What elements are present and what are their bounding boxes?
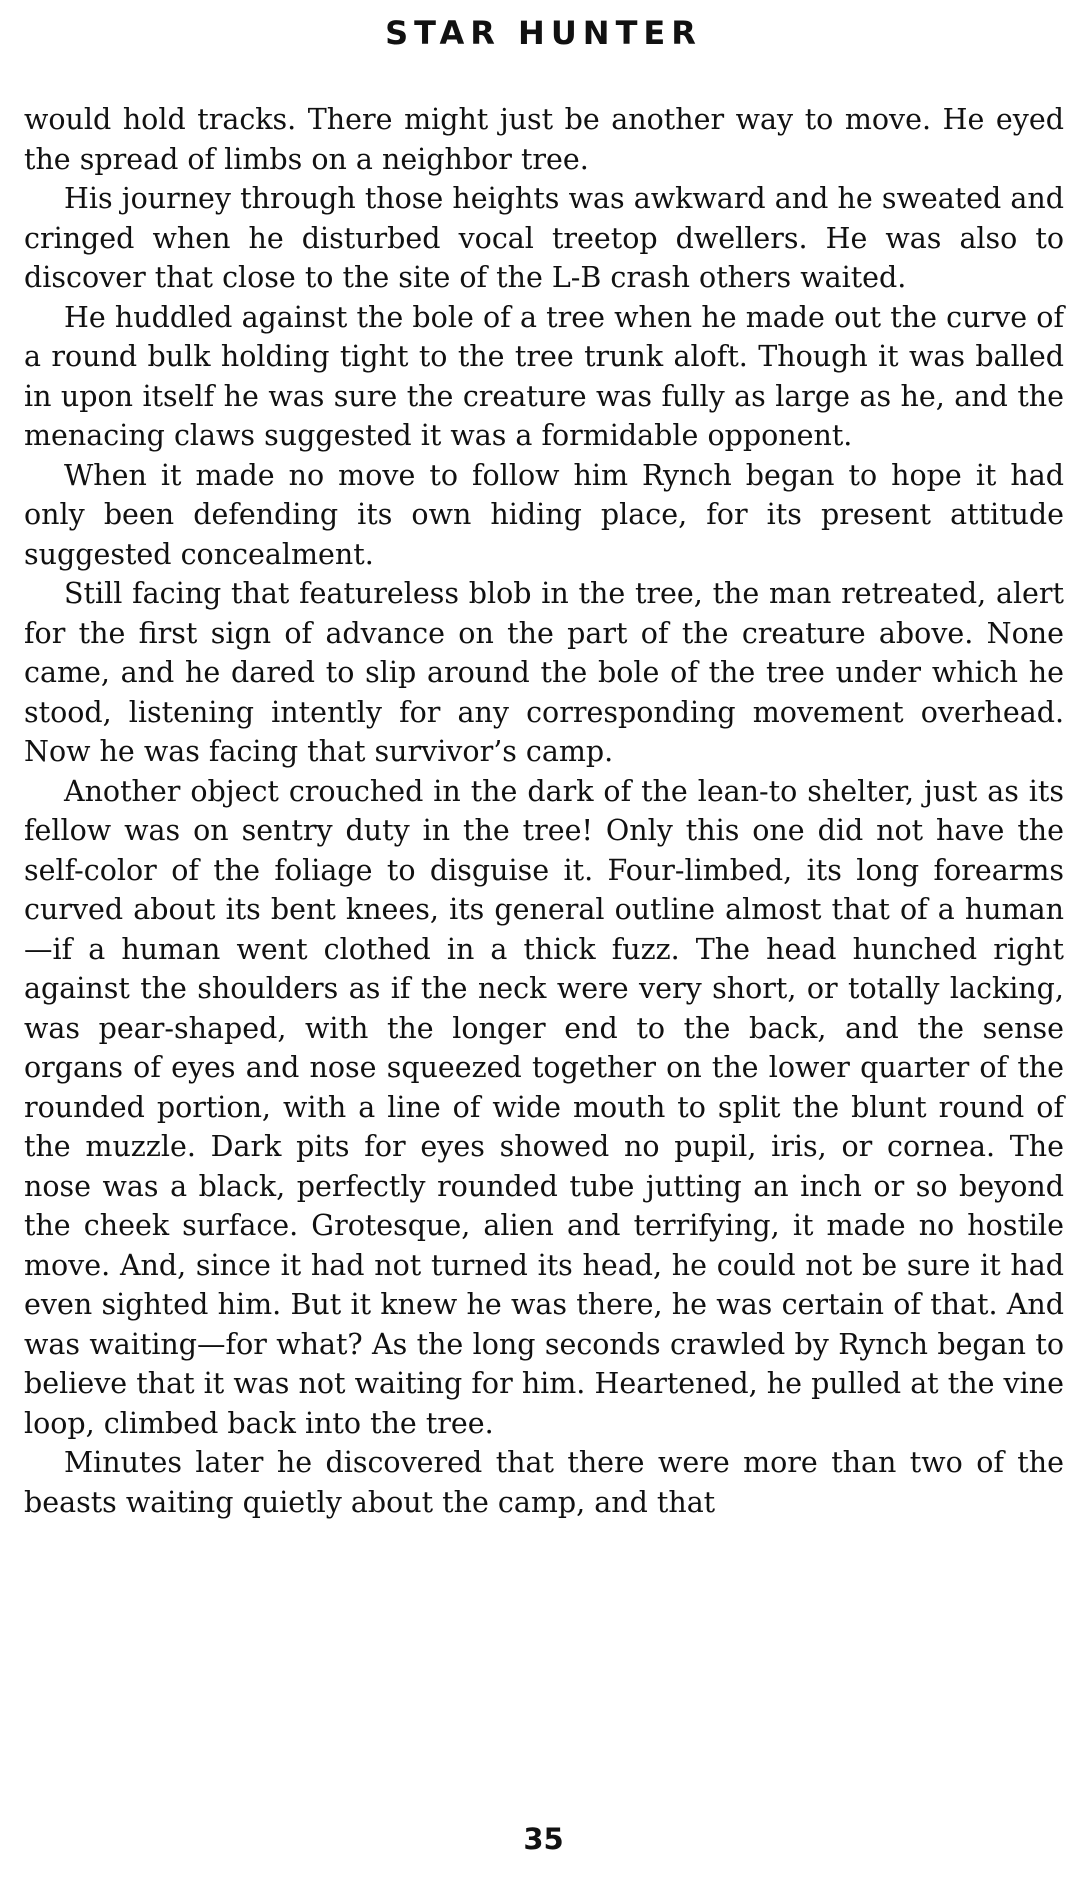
- paragraph: Still facing that featureless blob in the tree, the man retreated, alert for the first sign of advance on the part of the creature above. None came, and he dared to slip around the bole of the tree under which he stood, listening intently for any corresponding movement overhead. Now he was facing that survivor’s camp.: [24, 577, 1064, 768]
- paragraph: He huddled against the bole of a tree when he made out the curve of a round bulk holding tight to the tree trunk aloft. Though it was balled in upon itself he was sure the creature was fully as large as he, and the menacing claws suggested it was a formidable opponent.: [24, 300, 1064, 452]
- paragraph: Minutes later he discovered that there were more than two of the beasts waiting quietly about the camp, and that: [24, 1446, 1064, 1519]
- paragraph: His journey through those heights was awkward and he sweated and cringed when he disturbed vocal treetop dwellers. He was also to discover that close to the site of the L-B crash others waited.: [24, 182, 1064, 294]
- paragraph: Another object crouched in the dark of the lean-to shelter, just as its fellow was on sentry duty in the tree! Only this one did not have the self-color of the foliage to disguise it. Four-limbed, its long forearms curved about its bent knees, its general outline almost that of a human—if a human went clothed in a thick fuzz. The head hunched right against the shoulders as if the neck were very short, or totally lacking, was pear-shaped, with the longer end to the back, and the sense organs of eyes and nose squeezed together on the lower quarter of the rounded portion, with a line of wide mouth to split the blunt round of the muzzle. Dark pits for eyes showed no pupil, iris, or cornea. The nose was a black, perfectly rounded tube jutting an inch or so beyond the cheek surface. Grotesque, alien and terrifying, it made no hostile move. And, since it had not turned its head, he could not be sure it had even sighted him. But it knew he was there, he was certain of that. And was waiting—for what? As the long seconds crawled by Rynch began to believe that it was not waiting for him. Heartened, he pulled at the vine loop, climbed back into the tree.: [24, 774, 1064, 1440]
- page-number: 35: [523, 1822, 564, 1856]
- running-header: STAR HUNTER: [385, 14, 702, 52]
- paragraph: When it made no move to follow him Rynch began to hope it had only been defending its own hiding place, for its present attitude suggested concealment.: [24, 458, 1064, 571]
- body-text: [24, 100, 1064, 1522]
- paragraph: would hold tracks. There might just be another way to move. He eyed the spread of limbs on a neighbor tree.: [24, 103, 1064, 176]
